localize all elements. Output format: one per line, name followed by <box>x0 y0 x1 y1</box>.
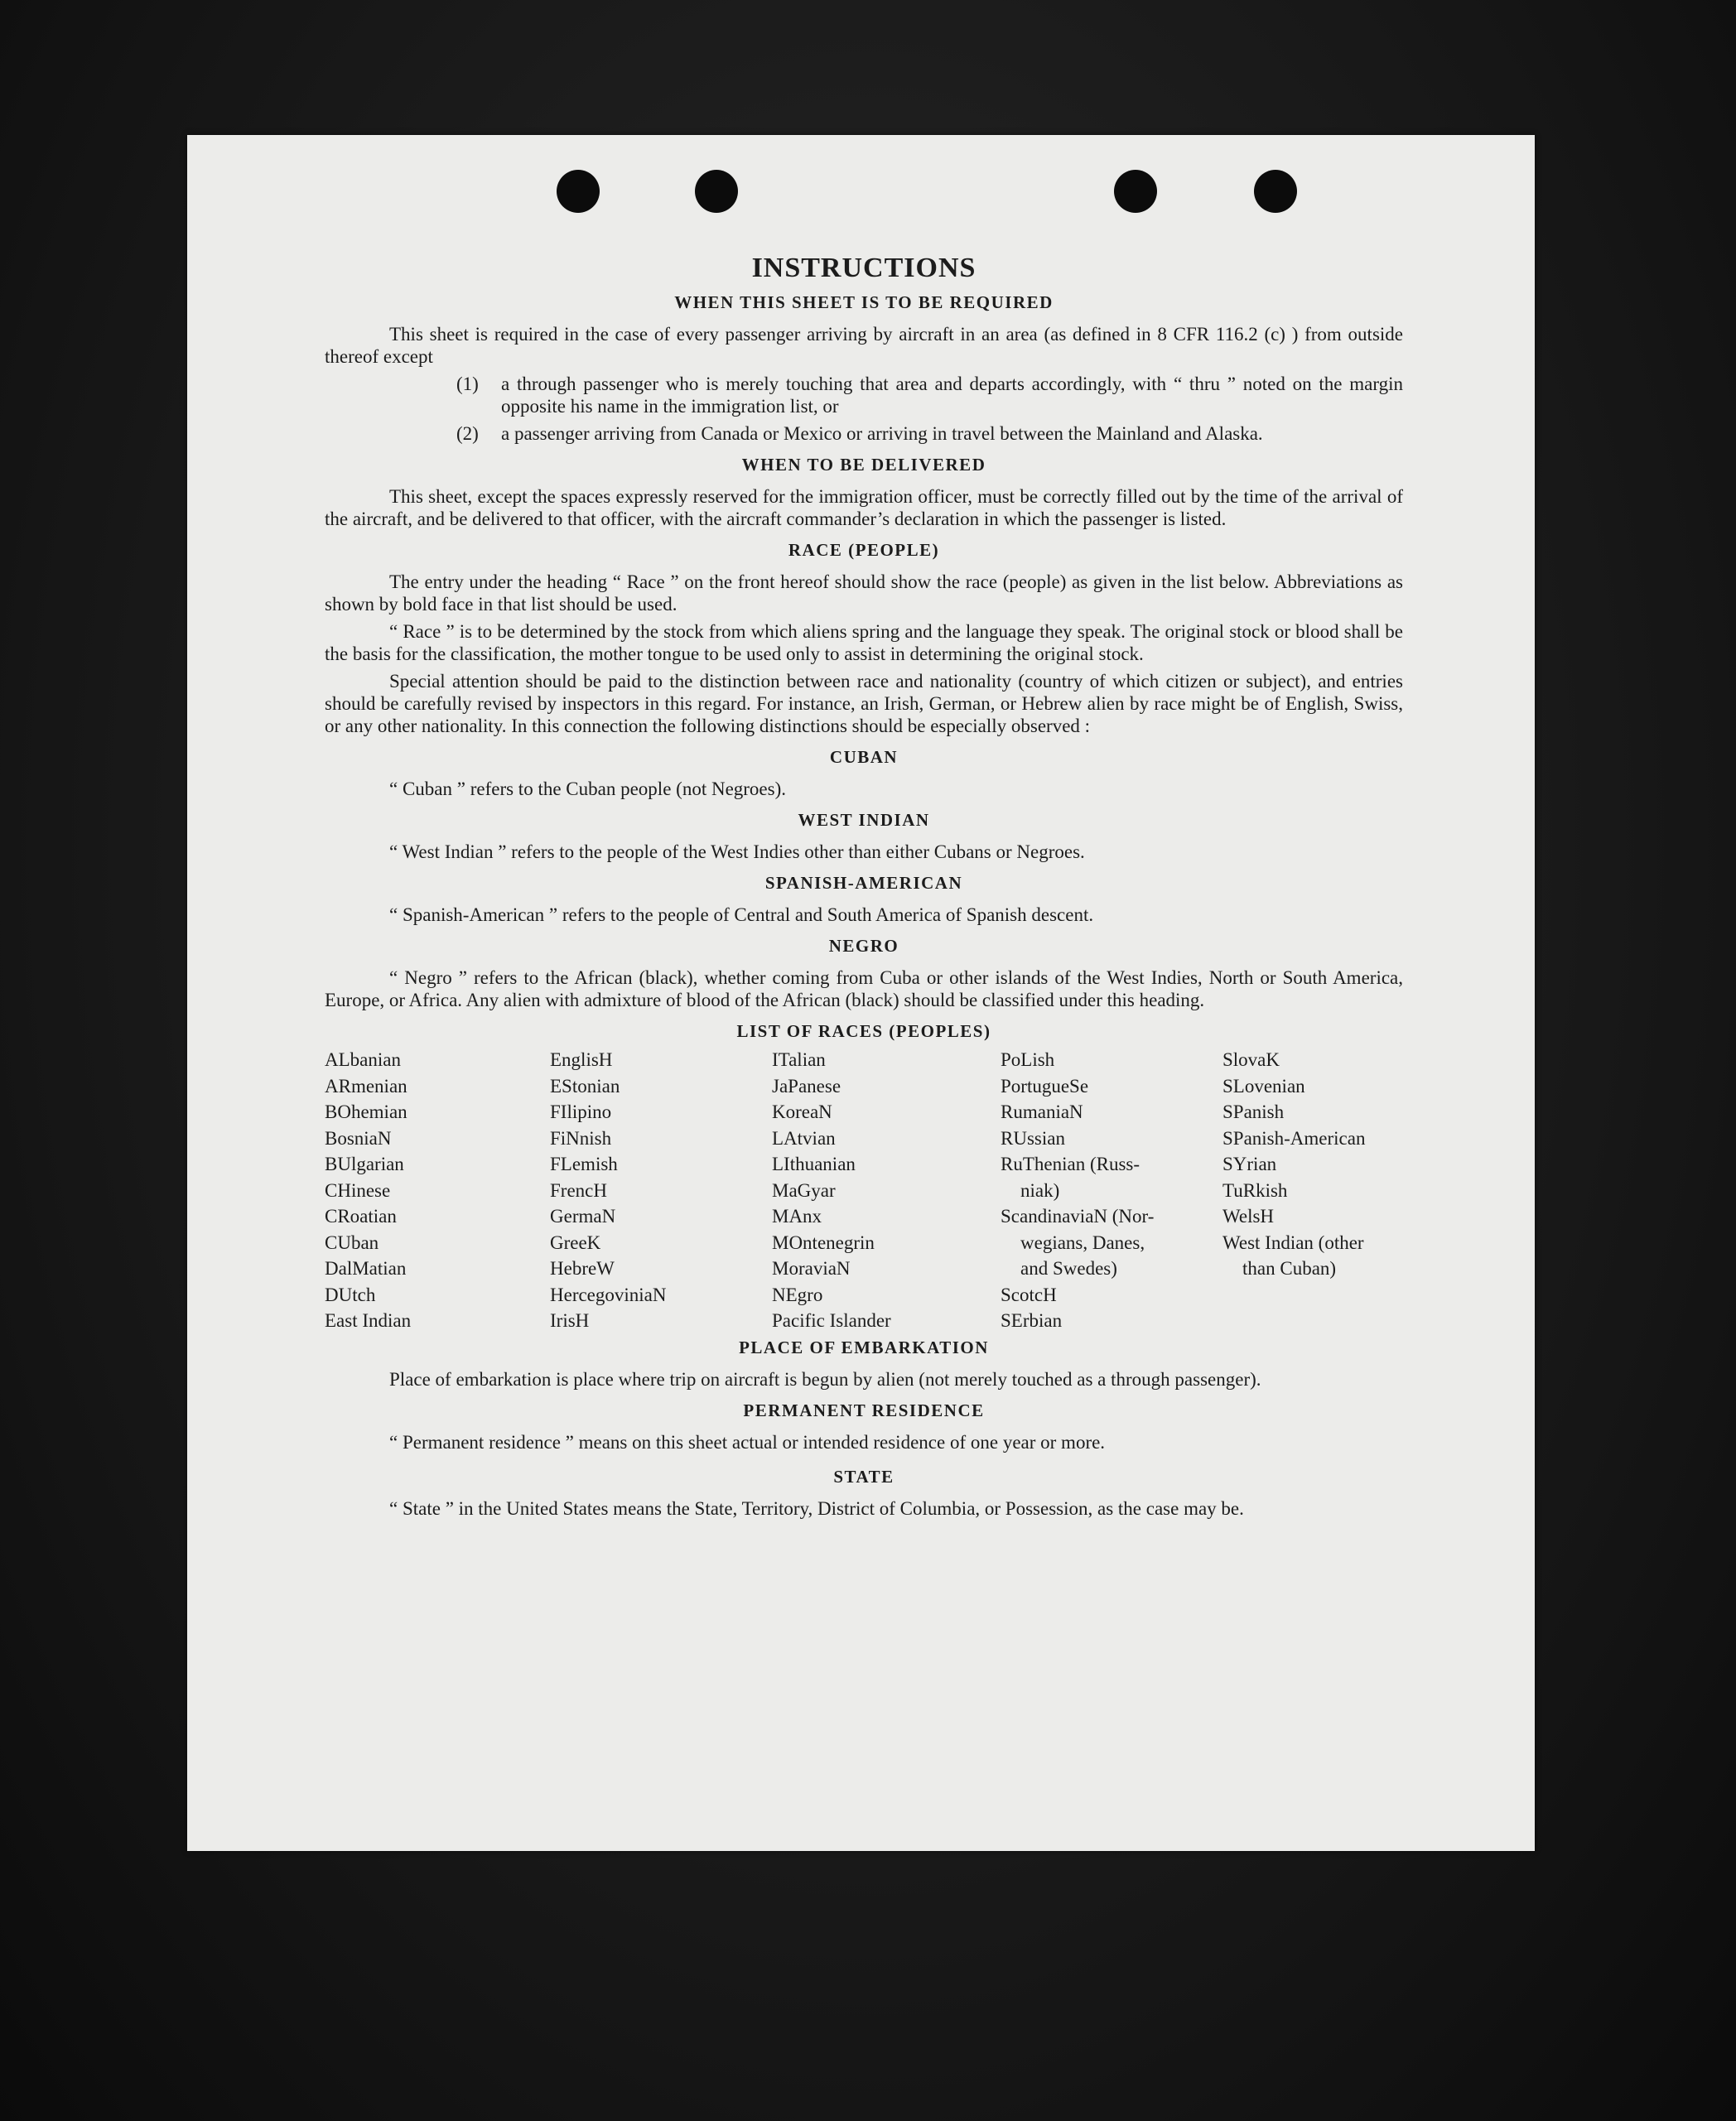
race-paragraph-2: “ Race ” is to be determined by the stock from which aliens spring and the language they speak. The original stock or blood shall be the basis for the classification, the mother tongue to be used only to assist in determining the original stock. <box>325 621 1403 664</box>
race-item-continued: and Swedes) <box>1020 1258 1117 1279</box>
condition-1 <box>325 373 1403 417</box>
races-column-4 <box>1001 1047 1222 1334</box>
race-item: GreeK <box>550 1232 601 1253</box>
races-column-2 <box>550 1047 772 1334</box>
heading-when-required: WHEN THIS SHEET IS TO BE REQUIRED <box>674 292 1054 312</box>
race-item: RumaniaN <box>1001 1101 1083 1122</box>
heading-west-indian: WEST INDIAN <box>798 810 930 830</box>
heading-negro: NEGRO <box>828 936 899 956</box>
heading-when-delivered: WHEN TO BE DELIVERED <box>741 455 986 475</box>
races-list <box>325 1047 1403 1334</box>
race-item: SlovaK <box>1222 1049 1280 1070</box>
race-item: East Indian <box>325 1310 412 1331</box>
race-item: BUlgarian <box>325 1154 404 1174</box>
permanent-residence-text: “ Permanent residence ” means on this sheet actual or intended residence of one year or more. <box>389 1431 1106 1453</box>
race-paragraph-3: Special attention should be paid to the distinction between race and nationality (country of which citizen or subject), and entries should be carefully revised by inspectors in this regard. For instance, an Irish, German, or Hebrew alien by race might be of English, Swiss, or any other nationality. In this connection the following distinctions should be especially observed : <box>325 671 1403 736</box>
heading-spanish-american: SPANISH-AMERICAN <box>764 873 963 893</box>
races-column-1 <box>325 1047 550 1334</box>
instructions-content <box>325 253 1403 1520</box>
race-item: FIlipino <box>550 1101 612 1122</box>
heading-state: STATE <box>833 1466 895 1487</box>
heading-race: RACE (PEOPLE) <box>788 540 940 560</box>
race-item: TuRkish <box>1222 1179 1288 1201</box>
race-item: KoreaN <box>772 1101 832 1122</box>
race-item: SPanish <box>1222 1101 1285 1122</box>
race-item: MoraviaN <box>772 1258 851 1279</box>
negro-text: “ Negro ” refers to the African (black), whether coming from Cuba or other islands of the West Indies, North or South America, Europe, or Africa. Any alien with admixture of blood of the African (black) should be classified under this heading. <box>325 967 1403 1010</box>
race-paragraph-1: The entry under the heading “ Race ” on the front hereof should show the race (people) as given in the list below. Abbreviations as shown by bold face in that list should be used. <box>325 571 1403 615</box>
condition-2 <box>325 422 1403 445</box>
race-item: MaGyar <box>772 1179 836 1201</box>
races-column-5 <box>1222 1047 1403 1334</box>
condition-number: (2) <box>456 423 479 444</box>
race-item: SPanish-American <box>1222 1127 1366 1149</box>
race-item: SLovenian <box>1222 1075 1305 1097</box>
race-item: RuThenian (Russ- <box>1001 1154 1140 1174</box>
page-title: INSTRUCTIONS <box>751 253 976 283</box>
race-item: PortugueSe <box>1001 1075 1089 1097</box>
race-item: IrisH <box>550 1310 590 1331</box>
condition-text: a through passenger who is merely touching that area and departs accordingly, with “ thru ” noted on the margin opposite his name in the immigration list, or <box>501 374 1403 417</box>
race-item: PoLish <box>1001 1049 1055 1070</box>
race-item: CUban <box>325 1232 379 1253</box>
race-item: NEgro <box>772 1284 823 1305</box>
race-item: ScotcH <box>1001 1284 1057 1305</box>
races-column-3 <box>772 1047 1001 1334</box>
race-item: ITalian <box>772 1049 826 1070</box>
heading-embarkation: PLACE OF EMBARKATION <box>739 1337 989 1357</box>
when-required-intro: This sheet is required in the case of every passenger arriving by aircraft in an area (as defined in 8 CFR 116.2 (c) ) from outside thereof except <box>325 324 1403 367</box>
race-item: HercegoviniaN <box>550 1284 667 1305</box>
race-item: CHinese <box>325 1179 391 1201</box>
cuban-text: “ Cuban ” refers to the Cuban people (not Negroes). <box>389 779 787 799</box>
race-item: West Indian (other <box>1222 1232 1364 1253</box>
race-item: LAtvian <box>772 1127 836 1149</box>
race-item: DUtch <box>325 1284 376 1305</box>
race-item: SErbian <box>1001 1310 1063 1331</box>
race-item: CRoatian <box>325 1206 397 1227</box>
race-item-continued: niak) <box>1020 1179 1060 1201</box>
race-item: Pacific Islander <box>772 1310 891 1331</box>
race-item: DalMatian <box>325 1258 407 1279</box>
race-item: HebreW <box>550 1258 615 1279</box>
race-item-continued: than Cuban) <box>1242 1258 1337 1279</box>
race-item: SYrian <box>1222 1154 1277 1174</box>
race-item: FLemish <box>550 1154 618 1174</box>
race-item: BosniaN <box>325 1127 392 1149</box>
west-indian-text: “ West Indian ” refers to the people of the West Indies other than either Cubans or Negroes. <box>389 841 1085 862</box>
race-item-continued: wegians, Danes, <box>1020 1232 1145 1253</box>
race-item: GermaN <box>550 1206 616 1227</box>
race-item: MOntenegrin <box>772 1232 875 1253</box>
punch-hole <box>1254 170 1297 213</box>
race-item: BOhemian <box>325 1101 407 1122</box>
condition-text: a passenger arriving from Canada or Mexico or arriving in travel between the Mainland and Alaska. <box>501 423 1263 444</box>
race-item: LIthuanian <box>772 1154 856 1174</box>
condition-number: (1) <box>456 374 479 394</box>
punch-hole <box>695 170 738 213</box>
punch-hole <box>557 170 600 213</box>
race-item: ARmenian <box>325 1075 407 1097</box>
race-item: JaPanese <box>772 1075 841 1097</box>
when-delivered-text: This sheet, except the spaces expressly reserved for the immigration officer, must be correctly filled out by the time of the arrival of the aircraft, and be delivered to that officer, with the aircraft commander’s declaration in which the passenger is listed. <box>325 486 1403 529</box>
race-item: WelsH <box>1222 1206 1275 1227</box>
race-item: FiNnish <box>550 1127 612 1149</box>
embarkation-text: Place of embarkation is place where trip on aircraft is begun by alien (not merely touched as a through passenger). <box>389 1368 1261 1390</box>
race-item: ALbanian <box>325 1049 401 1070</box>
race-item: EStonian <box>550 1075 620 1097</box>
heading-permanent-residence: PERMANENT RESIDENCE <box>743 1400 985 1420</box>
race-item: MAnx <box>772 1206 822 1227</box>
race-item: EnglisH <box>550 1049 613 1070</box>
race-item: RUssian <box>1001 1127 1065 1149</box>
race-item: ScandinaviaN (Nor- <box>1001 1206 1155 1227</box>
spanish-american-text: “ Spanish-American ” refers to the people of Central and South America of Spanish descent. <box>389 904 1094 925</box>
punch-hole <box>1114 170 1157 213</box>
heading-list-of-races: LIST OF RACES (PEOPLES) <box>736 1021 991 1041</box>
state-text: “ State ” in the United States means the State, Territory, District of Columbia, or Possession, as the case may be. <box>389 1497 1244 1519</box>
race-item: FrencH <box>550 1179 607 1201</box>
heading-cuban: CUBAN <box>829 747 899 767</box>
